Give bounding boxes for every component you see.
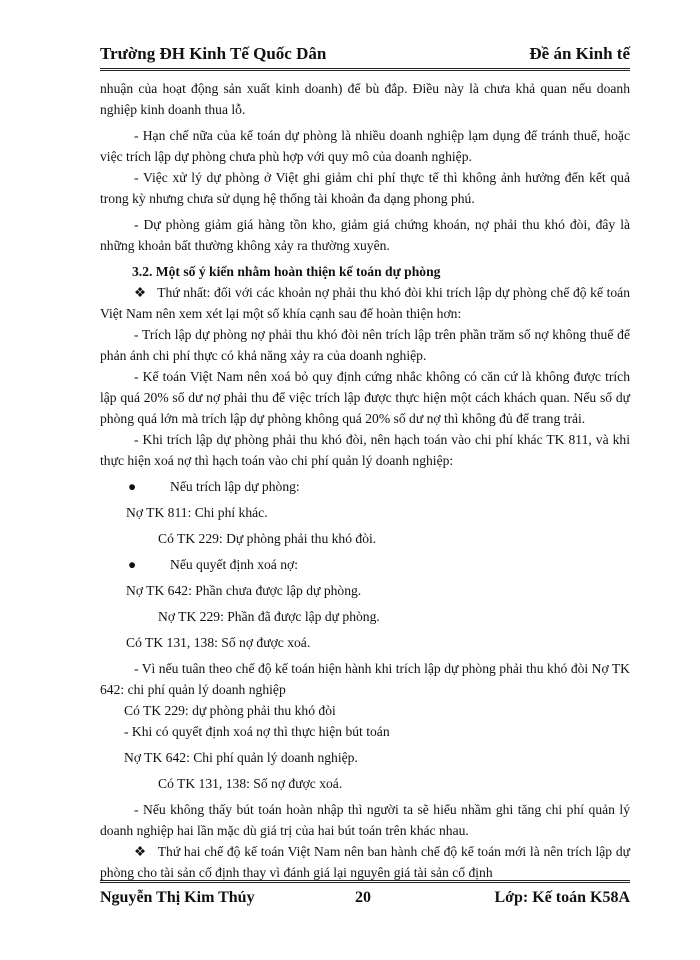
bullet-icon: ● [128,479,137,494]
header-document-type: Đề án Kinh tế [529,44,630,63]
page-body [100,78,630,883]
footer-class: Lớp: Kế toán K58A [494,889,630,906]
paragraph [100,841,630,883]
paragraph: nhuận của hoạt động sản xuất kinh doanh) để bù đắp. Điều này là chưa khả quan nếu doanh nghiệp kinh doanh thua lỗ. [100,81,630,117]
paragraph: - Dự phòng giảm giá hàng tồn kho, giảm giá chứng khoán, nợ phải thu khó đòi, đây là những khoản bất thường không xảy ra thường xuyên. [100,217,630,253]
paragraph: - Vì nếu tuân theo chế độ kế toán hiện hành khi trích lập dự phòng phải thu khó đòi Nợ TK 642: chi phí quản lý doanh nghiệp [100,661,630,697]
paragraph: - Hạn chế nữa của kế toán dự phòng là nhiều doanh nghiệp lạm dụng để tránh thuế, hoặc việc trích lập dự phòng chưa phù hợp với quy mô của doanh nghiệp. [100,128,630,164]
page-footer [100,880,630,913]
diamond-bullet-icon: ❖ [134,844,147,859]
journal-entry: Nợ TK 642: Chi phí quản lý doanh nghiệp. [124,750,358,765]
list-item-text: Nếu trích lập dự phòng: [170,479,300,494]
journal-entry: Nợ TK 229: Phần đã được lập dự phòng. [158,609,380,624]
paragraph: - Nếu không thấy bút toán hoàn nhập thì người ta sẽ hiểu nhầm ghi tăng chi phí quản lý doanh nghiệp hai lần mặc dù giá trị của hai bút toán trên khác nhau. [100,802,630,838]
list-item [100,476,630,497]
paragraph: - Kế toán Việt Nam nên xoá bỏ quy định cứng nhắc không có căn cứ là không được trích lập quá 20% số dư nợ phải thu để việc trích lập được thực hiện một cách khách quan. Nếu số dự phòng quá lớn mà trích lập dự phòng không quá 20% số dư nợ thì không đủ để trang trải. [100,369,630,426]
journal-entry: Có TK 229: Dự phòng phải thu khó đòi. [158,531,377,546]
journal-entry: Có TK 131, 138: Số nợ được xoá. [158,776,343,791]
journal-entry: Có TK 131, 138: Số nợ được xoá. [126,635,311,650]
paragraph: - Việc xử lý dự phòng ở Việt ghi giảm chi phí thực tế thì không ảnh hưởng đến kết quả trong kỳ nhưng chưa sử dụng hệ thống tài khoản đa dạng phong phú. [100,170,630,206]
journal-entry: Nợ TK 811: Chi phí khác. [126,505,268,520]
paragraph: - Trích lập dự phòng nợ phải thu khó đòi nên trích lập trên phần trăm số nợ không thuế để phản ánh chi phí thực có khả năng xảy ra của doanh nghiệp. [100,327,630,363]
paragraph [100,282,630,324]
journal-entry: - Khi có quyết định xoá nợ thì thực hiện bút toán [124,724,390,739]
page-header [100,40,630,71]
header-university: Trường ĐH Kinh Tế Quốc Dân [100,44,327,63]
bullet-icon: ● [128,557,137,572]
paragraph-text: Thứ nhất: đối với các khoản nợ phải thu khó đòi khi trích lập dự phòng chế độ kế toán Việt Nam nên xem xét lại một số khía cạnh sau để hoàn thiện hơn: [100,285,630,321]
footer-author: Nguyễn Thị Kim Thúy [100,889,255,906]
journal-entry: Nợ TK 642: Phần chưa được lập dự phòng. [126,583,362,598]
paragraph-text: Thứ hai chế độ kế toán Việt Nam nên ban hành chế độ kế toán mới là nên trích lập dự phòng cho tài sản cố định thay vì đánh giá lại nguyên giá tài sản cố định [100,844,630,880]
page-number: 20 [355,889,371,906]
journal-entry: Có TK 229: dự phòng phải thu khó đòi [124,703,336,718]
list-item-text: Nếu quyết định xoá nợ: [170,557,298,572]
paragraph: - Khi trích lập dự phòng phải thu khó đòi, nên hạch toán vào chi phí khác TK 811, và khi thực hiện xoá nợ thì hạch toán vào chi phí quản lý doanh nghiệp: [100,432,630,468]
diamond-bullet-icon: ❖ [134,285,147,300]
list-item [100,554,630,575]
section-heading: 3.2. Một số ý kiến nhằm hoàn thiện kế toán dự phòng [132,264,441,279]
